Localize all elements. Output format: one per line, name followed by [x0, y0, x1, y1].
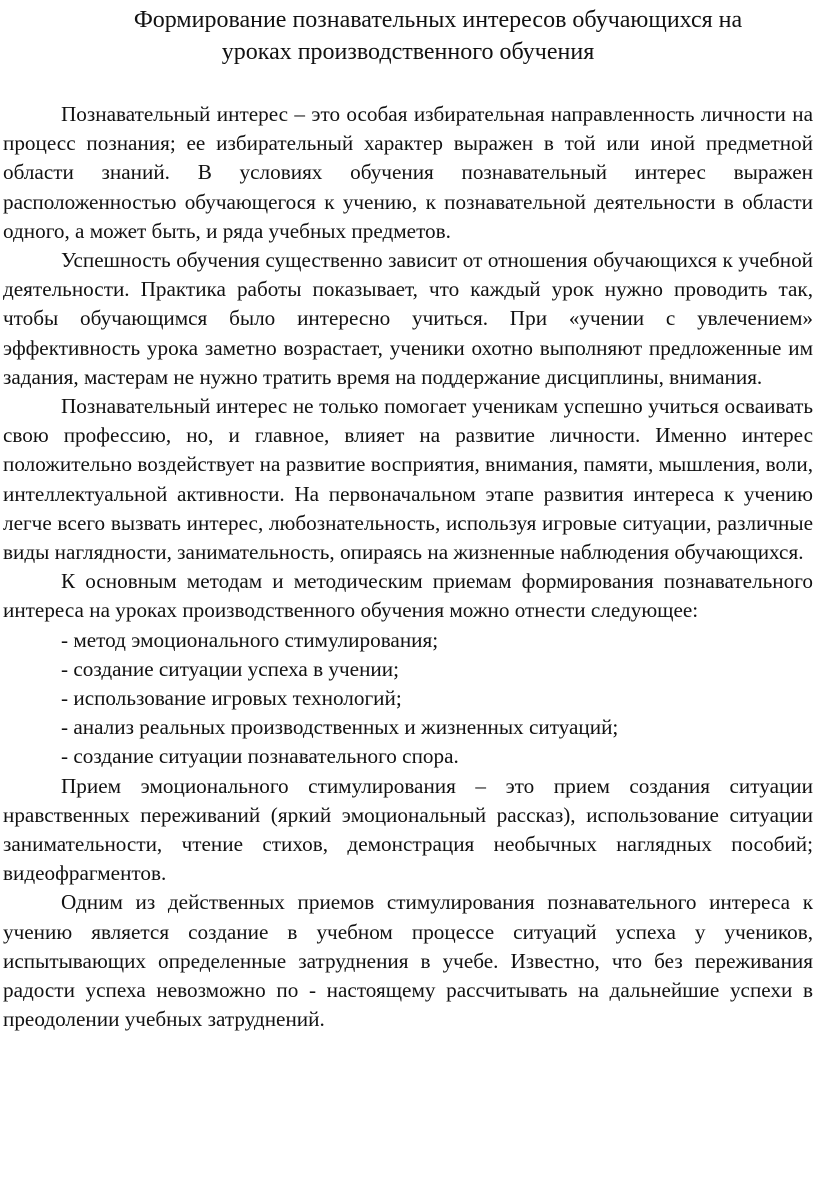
page-title	[0, 4, 816, 68]
paragraph-methods-intro: К основным методам и методическим приемам формирования познавательного интереса на уроках производственного обучения можно отнести следующее:	[3, 569, 813, 623]
paragraph-definition: Познавательный интерес – это особая избирательная направленность личности на процесс познания; ее избирательный характер выражен в той или иной предметной области знаний. В условиях обучения познавательный интерес выражен расположенностью обучающегося к учению, к познавательной деятельности в области одного, а может быть, и ряда учебных предметов.	[3, 102, 813, 243]
paragraph-success-situation: Одним из действенных приемов стимулирования познавательного интереса к учению является создание в учебном процессе ситуаций успеха у учеников, испытывающих определенные затруднения в учебе. Известно, что без переживания радости успеха невозможно по - настоящему рассчитывать на дальнейшие успехи в преодолении учебных затруднений.	[3, 890, 813, 1032]
document-body	[3, 100, 813, 1035]
list-item: - создание ситуации успеха в учении;	[61, 656, 399, 681]
list-item: - создание ситуации познавательного спора.	[61, 744, 459, 769]
paragraph-emotional-stimulation: Прием эмоционального стимулирования – это прием создания ситуации нравственных переживаний (яркий эмоциональный рассказ), использование ситуации занимательности, чтение стихов, демонстрация необычных наглядных пособий; видеофрагментов.	[3, 773, 813, 886]
title-line-1: Формирование познавательных интересов обучающихся на	[133, 7, 743, 33]
list-item: - анализ реальных производственных и жизненных ситуаций;	[61, 715, 619, 740]
paragraph-interest-benefits: Познавательный интерес не только помогает ученикам успешно учиться осваивать свою профессию, но, и главное, влияет на развитие личности. Именно интерес положительно воздействует на развитие восприятия, внимания, памяти, мышления, воли, интеллектуальной активности. На первоначальном этапе развития интереса к учению легче всего вызвать интерес, любознательность, используя игровые ситуации, различные виды наглядности, занимательность, опираясь на жизненные наблюдения обучающихся.	[3, 394, 813, 565]
list-item: - использование игровых технологий;	[61, 686, 402, 711]
list-item: - метод эмоционального стимулирования;	[61, 627, 439, 652]
paragraph-success: Успешность обучения существенно зависит от отношения обучающихся к учебной деятельности. Практика работы показывает, что каждый урок нужно проводить так, чтобы обучающимся было интересно учиться. При «учении с увлечением» эффективность урока заметно возрастает, ученики охотно выполняют предложенные им задания, мастерам не нужно тратить время на поддержание дисциплины, внимания.	[3, 248, 813, 389]
title-line-2: уроках производственного обучения	[221, 39, 595, 65]
